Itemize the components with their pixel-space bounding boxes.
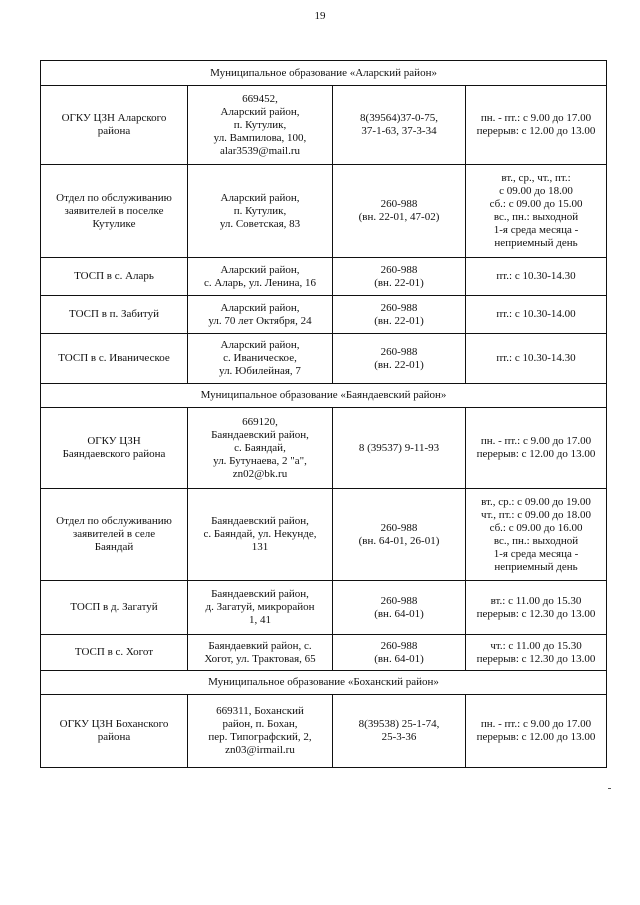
organization-name: ОГКУ ЦЗН Баяндаевского района bbox=[41, 408, 188, 489]
organization-address: Аларский район, п. Кутулик, ул. Советская, 83 bbox=[188, 165, 333, 258]
employment-centers-table bbox=[40, 60, 607, 768]
working-hours: пт.: с 10.30-14.30 bbox=[466, 258, 607, 296]
organization-address: Баяндаевский район, д. Загатуй, микрорайон 1, 41 bbox=[188, 581, 333, 635]
working-hours: пт.: с 10.30-14.30 bbox=[466, 334, 607, 384]
working-hours: пт.: с 10.30-14.00 bbox=[466, 296, 607, 334]
working-hours: пн. - пт.: с 9.00 до 17.00 перерыв: с 12.00 до 13.00 bbox=[466, 86, 607, 165]
organization-phone: 260-988 (вн. 22-01) bbox=[333, 296, 466, 334]
organization-phone: 260-988 (вн. 64-01) bbox=[333, 581, 466, 635]
organization-phone: 8(39538) 25-1-74, 25-3-36 bbox=[333, 695, 466, 768]
table-row bbox=[41, 334, 607, 384]
section-header-row bbox=[41, 61, 607, 86]
section-header-row bbox=[41, 671, 607, 695]
organization-name: ТОСП в с. Иваническое bbox=[41, 334, 188, 384]
table-row bbox=[41, 296, 607, 334]
table-row bbox=[41, 86, 607, 165]
working-hours: вт., ср.: с 09.00 до 19.00 чт., пт.: с 09.00 до 18.00 сб.: с 09.00 до 16.00 вс., пн.: выходной 1-я среда месяца - неприемный день bbox=[466, 489, 607, 581]
organization-address: 669120, Баяндаевский район, с. Баяндай, ул. Бутунаева, 2 "а", zn02@bk.ru bbox=[188, 408, 333, 489]
organization-phone: 260-988 (вн. 64-01, 26-01) bbox=[333, 489, 466, 581]
organization-name: Отдел по обслуживанию заявителей в селе Баяндай bbox=[41, 489, 188, 581]
table-row bbox=[41, 581, 607, 635]
section-title: Муниципальное образование «Боханский район» bbox=[41, 671, 607, 695]
organization-address: Аларский район, с. Аларь, ул. Ленина, 16 bbox=[188, 258, 333, 296]
scan-artifact bbox=[608, 788, 611, 789]
organization-address: Баяндаевкий район, с. Хогот, ул. Трактовая, 65 bbox=[188, 635, 333, 671]
organization-name: Отдел по обслуживанию заявителей в поселке Кутулике bbox=[41, 165, 188, 258]
table-row bbox=[41, 258, 607, 296]
section-title: Муниципальное образование «Аларский район» bbox=[41, 61, 607, 86]
organization-address: 669311, Боханский район, п. Бохан, пер. Типографский, 2, zn03@irmail.ru bbox=[188, 695, 333, 768]
table-row bbox=[41, 635, 607, 671]
organization-name: ОГКУ ЦЗН Боханского района bbox=[41, 695, 188, 768]
organization-phone: 8 (39537) 9-11-93 bbox=[333, 408, 466, 489]
organization-name: ОГКУ ЦЗН Аларского района bbox=[41, 86, 188, 165]
page-number: 19 bbox=[314, 10, 326, 22]
organization-address: Баяндаевский район, с. Баяндай, ул. Некунде, 131 bbox=[188, 489, 333, 581]
organization-name: ТОСП в с. Хогот bbox=[41, 635, 188, 671]
organization-address: 669452, Аларский район, п. Кутулик, ул. Вампилова, 100, alar3539@mail.ru bbox=[188, 86, 333, 165]
table-row bbox=[41, 695, 607, 768]
working-hours: вт.: с 11.00 до 15.30 перерыв: с 12.30 до 13.00 bbox=[466, 581, 607, 635]
organization-name: ТОСП в д. Загатуй bbox=[41, 581, 188, 635]
working-hours: вт., ср., чт., пт.: с 09.00 до 18.00 сб.: с 09.00 до 15.00 вс., пн.: выходной 1-я среда месяца - неприемный день bbox=[466, 165, 607, 258]
working-hours: пн. - пт.: с 9.00 до 17.00 перерыв: с 12.00 до 13.00 bbox=[466, 408, 607, 489]
working-hours: пн. - пт.: с 9.00 до 17.00 перерыв: с 12.00 до 13.00 bbox=[466, 695, 607, 768]
organization-phone: 260-988 (вн. 64-01) bbox=[333, 635, 466, 671]
section-title: Муниципальное образование «Баяндаевский район» bbox=[41, 384, 607, 408]
organization-name: ТОСП в п. Забитуй bbox=[41, 296, 188, 334]
table-row bbox=[41, 408, 607, 489]
table-row bbox=[41, 165, 607, 258]
table-row bbox=[41, 489, 607, 581]
organization-phone: 260-988 (вн. 22-01) bbox=[333, 334, 466, 384]
working-hours: чт.: с 11.00 до 15.30 перерыв: с 12.30 до 13.00 bbox=[466, 635, 607, 671]
organization-phone: 260-988 (вн. 22-01) bbox=[333, 258, 466, 296]
organization-name: ТОСП в с. Аларь bbox=[41, 258, 188, 296]
organization-phone: 260-988 (вн. 22-01, 47-02) bbox=[333, 165, 466, 258]
section-header-row bbox=[41, 384, 607, 408]
organization-phone: 8(39564)37-0-75, 37-1-63, 37-3-34 bbox=[333, 86, 466, 165]
organization-address: Аларский район, с. Иваническое, ул. Юбилейная, 7 bbox=[188, 334, 333, 384]
organization-address: Аларский район, ул. 70 лет Октября, 24 bbox=[188, 296, 333, 334]
